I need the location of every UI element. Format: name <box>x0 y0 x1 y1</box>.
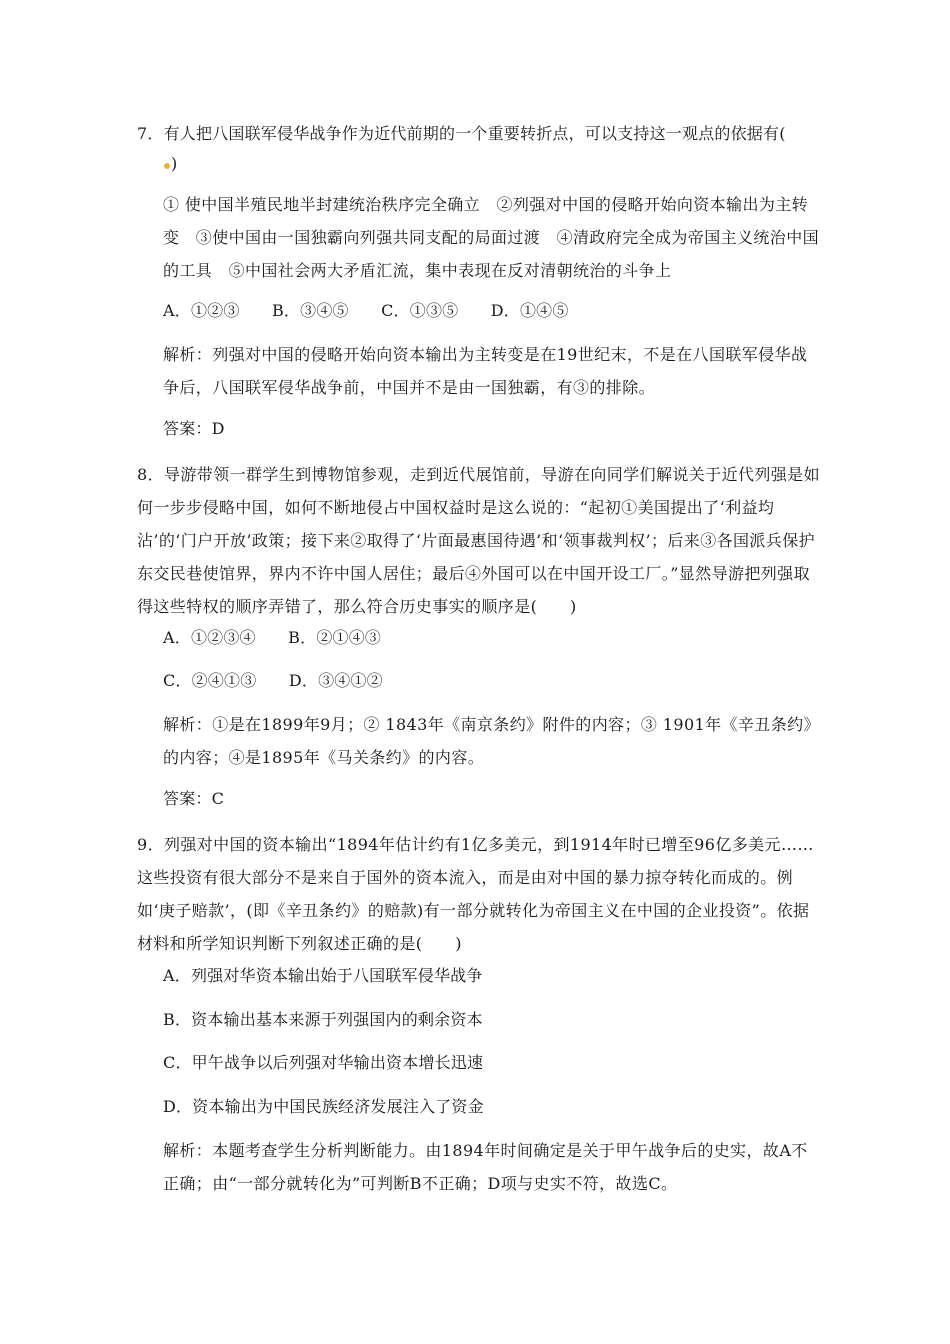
q8-answer: 答案：C <box>163 789 225 808</box>
q9-option-b: B．资本输出基本来源于列强国内的剩余资本 <box>163 1010 483 1029</box>
q7-stem-line2 <box>163 154 177 174</box>
q7-stem-text: 有人把八国联军侵华战争作为近代前期的一个重要转折点，可以支持这一观点的依据有( <box>163 124 786 143</box>
q9-analysis: 解析：本题考查学生分析判断能力。由1894年时间确定是关于甲午战争后的史实，故A不正确；由“一部分就转化为”可判断B不正确；D项与史实不符，故选C。 <box>163 1141 808 1193</box>
q8-stem-text: 导游带领一群学生到博物馆参观，走到近代展馆前，导游在向同学们解说关于近代列强是如何一步步侵略中国，如何不断地侵占中国权益时是这么说的：“起初①美国提出了‘利益均沾’的‘门户开放’政策；接下来②取得了‘片面最惠国待遇’和‘领事裁判权’；后来③各国派兵保护东交民巷使馆界，界内不许中国人居住；最后④外国可以在中国开设工厂。”显然导游把列强取得这些特权的顺序弄错了，那么符合历史事实的顺序是( ) <box>137 465 820 616</box>
q7-answer: 答案：D <box>163 419 225 438</box>
q7-stem-line1 <box>137 124 786 144</box>
q8-options-cd: C．②④①③ D．③④①② <box>163 671 383 690</box>
q9-stem <box>137 828 823 960</box>
q8-analysis: 解析：①是在1899年9月；② 1843年《南京条约》附件的内容；③ 1901年《辛丑条约》的内容；④是1895年《马关条约》的内容。 <box>163 715 820 767</box>
q8-options-ab: A．①②③④ B．②①④③ <box>163 628 382 647</box>
q8-stem <box>137 458 823 623</box>
q7-number: 7． <box>137 124 164 143</box>
q7-stem-close: ) <box>171 154 178 173</box>
q7-options: A．①②③ B．③④⑤ C．①③⑤ D．①④⑤ <box>163 301 569 320</box>
q9-option-d: D．资本输出为中国民族经济发展注入了资金 <box>163 1097 484 1116</box>
q7-analysis: 解析：列强对中国的侵略开始向资本输出为主转变是在19世纪末，不是在八国联军侵华战争后，八国联军侵华战争前，中国并不是由一国独霸，有③的排除。 <box>163 345 808 397</box>
q9-stem-text: 列强对中国的资本输出“1894年估计约有1亿多美元，到1914年时已增至96亿多美元……这些投资有很大部分不是来自于国外的资本流入，而是由对中国的暴力掠夺转化而成的。例如‘庚子赔款’，(即《辛丑条约》的赔款)有一部分就转化为帝国主义在中国的企业投资”。依据材料和所学知识判断下列叙述正确的是( ) <box>137 835 814 953</box>
q9-option-c: C．甲午战争以后列强对华输出资本增长迅速 <box>163 1053 484 1072</box>
highlight-mark <box>164 163 170 169</box>
q8-number: 8． <box>137 465 164 484</box>
q9-option-a: A．列强对华资本输出始于八国联军侵华战争 <box>163 966 483 985</box>
q7-statements: ① 使中国半殖民地半封建统治秩序完全确立 ②列强对中国的侵略开始向资本输出为主转变 ③使中国由一国独霸向列强共同支配的局面过渡 ④清政府完全成为帝国主义统治中国的工具 ⑤中国社会两大矛盾汇流，集中表现在反对清朝统治的斗争上 <box>163 195 820 280</box>
q9-number: 9． <box>137 835 164 854</box>
